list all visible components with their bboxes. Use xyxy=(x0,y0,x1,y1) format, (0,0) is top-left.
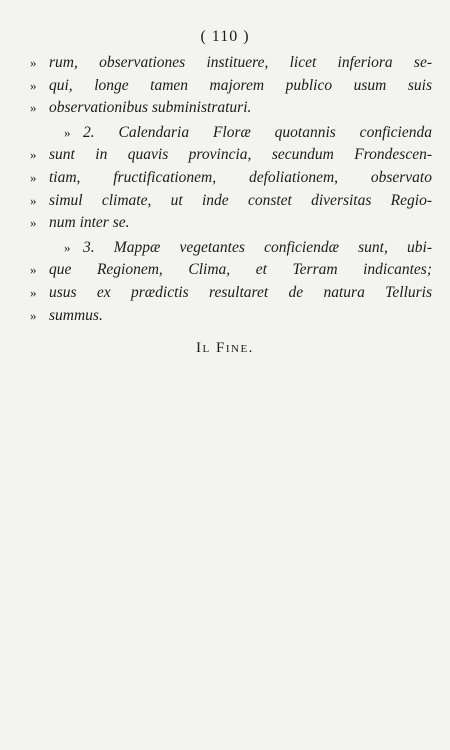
quote-mark: » xyxy=(30,262,37,278)
quote-mark: » xyxy=(30,215,37,231)
quote-mark: » xyxy=(30,284,37,300)
quote-mark: » xyxy=(64,239,71,255)
text-line: » que Regionem, Clima, et Terram indicantes; xyxy=(30,259,432,282)
text-line: » 2. Calendaria Floræ quotannis conficienda xyxy=(30,122,432,145)
text-line: » tiam, fructificationem, defoliationem, observato xyxy=(30,167,432,190)
text-line: » usus ex prædictis resultaret de natura Telluris xyxy=(30,282,432,305)
quote-mark: » xyxy=(64,124,71,140)
quote-mark: » xyxy=(30,169,37,185)
text-line: » rum, observationes instituere, licet inferiora se- xyxy=(30,52,432,75)
quote-mark: » xyxy=(30,100,37,116)
page-number: ( 110 ) xyxy=(200,28,250,45)
text-line: » observationibus subministraturi. xyxy=(30,97,432,120)
quote-mark: » xyxy=(30,147,37,163)
text-line: » simul climate, ut inde constet diversitas Regio- xyxy=(30,190,432,213)
quote-mark: » xyxy=(30,77,37,93)
closing-title: Il Fine. xyxy=(196,340,254,356)
quote-mark: » xyxy=(30,192,37,208)
text-line: » sunt in quavis provincia, secundum Frondescen- xyxy=(30,144,432,167)
body-text xyxy=(30,52,432,327)
quote-mark: » xyxy=(30,55,37,70)
text-line: » 3. Mappæ vegetantes conficiendæ sunt, ubi- xyxy=(30,237,432,260)
text-line: » num inter se. xyxy=(30,212,432,235)
text-line: » qui, longe tamen majorem publico usum suis xyxy=(30,75,432,98)
text-line: » summus. xyxy=(30,305,432,328)
quote-mark: » xyxy=(30,307,37,323)
